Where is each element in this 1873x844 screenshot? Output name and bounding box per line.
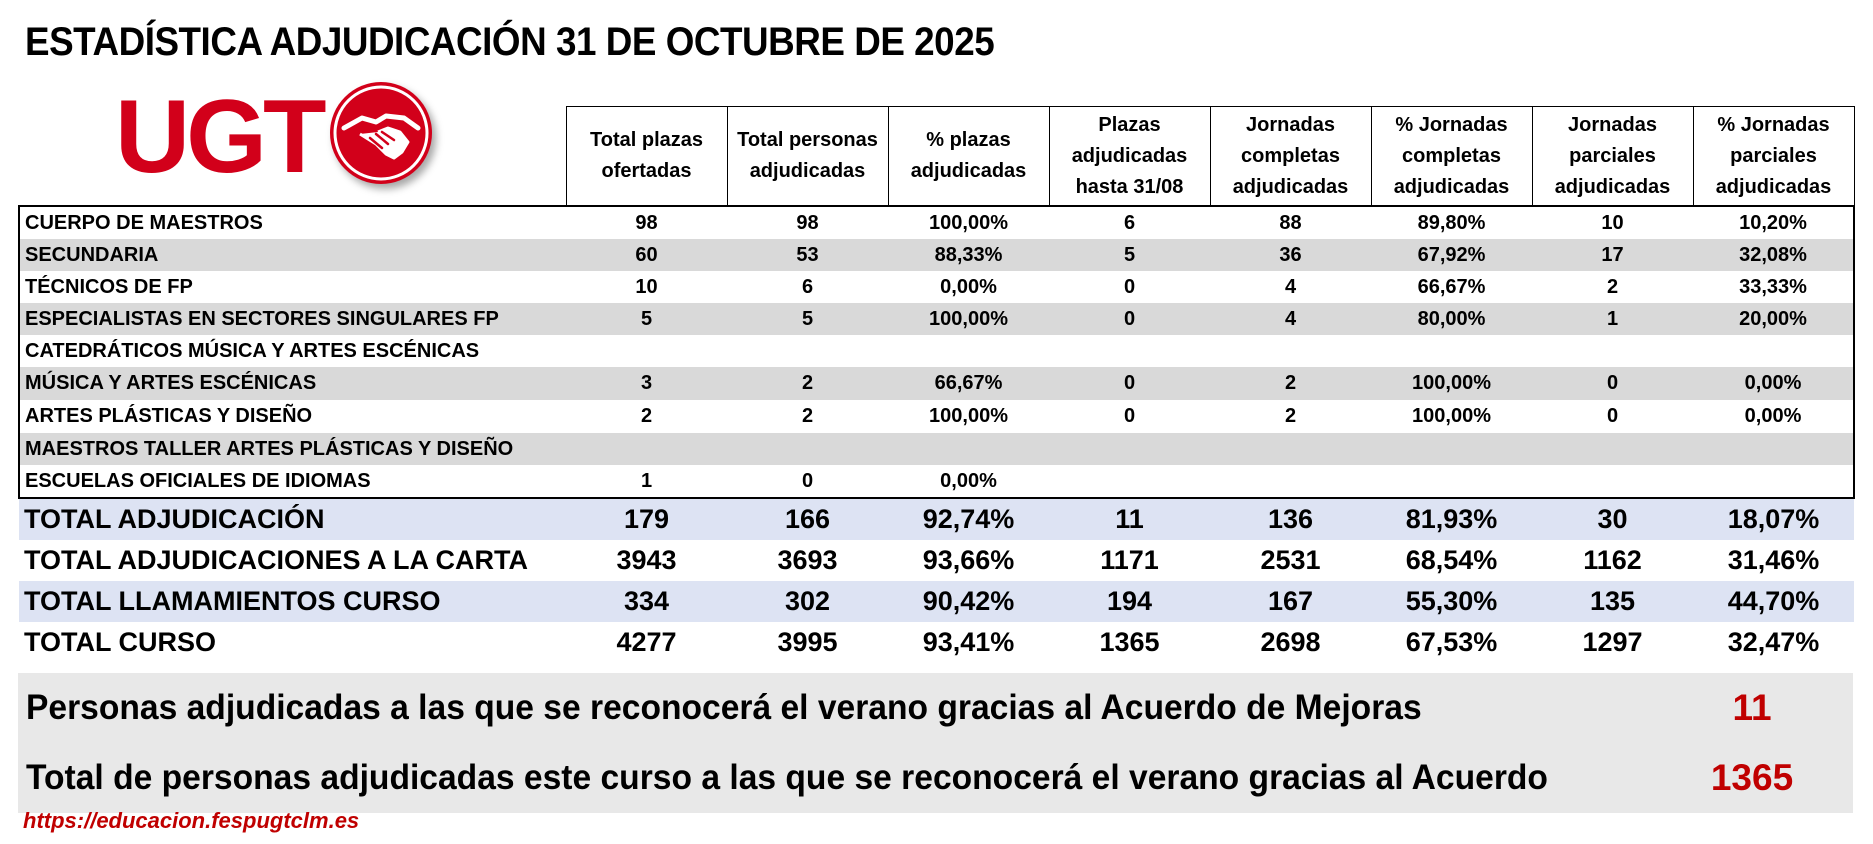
table-row: [19, 400, 1854, 433]
table-row: [19, 303, 1854, 335]
row-label: CUERPO DE MAESTROS: [19, 206, 566, 239]
table-cell: 31,46%: [1727, 545, 1820, 575]
table-cell: 1365: [1099, 627, 1160, 657]
table-cell: 1162: [1583, 545, 1642, 575]
column-header: % Jornadas parciales adjudicadas: [1693, 107, 1854, 207]
table-cell: [1532, 335, 1693, 367]
table-cell: [1371, 335, 1532, 367]
table-cell: [1532, 433, 1693, 465]
table-cell: 88: [1210, 206, 1371, 239]
table-cell: 1: [566, 465, 727, 498]
table-cell: 5: [1049, 239, 1210, 271]
table-cell: 167: [1210, 581, 1371, 622]
table-cell: 67,92%: [1371, 239, 1532, 271]
table-cell: 44,70%: [1693, 581, 1854, 622]
table-cell: [1049, 465, 1210, 498]
table-cell: 93,66%: [922, 545, 1015, 575]
stats-table: [18, 106, 1855, 663]
table-cell: 2531: [1260, 545, 1321, 575]
table-cell: [727, 335, 888, 367]
table-cell: [566, 335, 727, 367]
table-cell: 93,41%: [922, 627, 1015, 657]
summary-value: 1365: [1710, 757, 1794, 798]
table-cell: 36: [1210, 239, 1371, 271]
total-row: [19, 498, 1854, 540]
table-cell: 0: [1123, 405, 1136, 427]
table-cell: 81,93%: [1371, 498, 1532, 540]
row-label: SECUNDARIA: [19, 239, 566, 271]
table-cell: [888, 335, 1049, 367]
row-label: CATEDRÁTICOS MÚSICA Y ARTES ESCÉNICAS: [19, 335, 566, 367]
column-header: % plazas adjudicadas: [888, 107, 1049, 207]
page-title: ESTADÍSTICA ADJUDICACIÓN 31 DE OCTUBRE DE 2025: [25, 20, 995, 64]
source-url: https://educacion.fespugtclm.es: [23, 808, 360, 833]
column-header: Total plazas ofertadas: [566, 107, 727, 207]
table-cell: 302: [727, 581, 888, 622]
table-cell: 0: [1532, 367, 1693, 400]
row-label: MAESTROS TALLER ARTES PLÁSTICAS Y DISEÑO: [19, 433, 566, 465]
table-cell: 2: [727, 367, 888, 400]
table-cell: 100,00%: [888, 303, 1049, 335]
table-cell: 4: [1284, 275, 1297, 298]
table-cell: 4: [1210, 303, 1371, 335]
table-cell: 68,54%: [1405, 545, 1498, 575]
table-cell: [566, 433, 727, 465]
table-cell: 17: [1532, 239, 1693, 271]
table-cell: [1049, 433, 1210, 465]
table-cell: 3693: [777, 545, 838, 575]
table-cell: 66,67%: [1417, 275, 1486, 298]
table-row: [19, 206, 1854, 239]
table-cell: 5: [727, 303, 888, 335]
table-cell: [1532, 465, 1693, 498]
table-cell: 166: [727, 498, 888, 540]
table-cell: 0: [1123, 275, 1136, 298]
table-cell: 179: [566, 498, 727, 540]
row-label: TOTAL LLAMAMIENTOS CURSO: [19, 581, 566, 622]
row-label: ESCUELAS OFICIALES DE IDIOMAS: [19, 465, 566, 498]
table-cell: 194: [1049, 581, 1210, 622]
table-cell: 33,33%: [1693, 271, 1854, 303]
summary-text: Personas adjudicadas a las que se reconocerá el verano gracias al Acuerdo de Mejoras: [26, 688, 1422, 727]
table-cell: 100,00%: [888, 206, 1049, 239]
row-label: TOTAL ADJUDICACIONES A LA CARTA: [24, 545, 528, 575]
table-cell: 6: [1049, 206, 1210, 239]
table-cell: 100,00%: [1412, 405, 1491, 427]
summary-value: 11: [1732, 687, 1772, 728]
table-cell: 5: [566, 303, 727, 335]
table-cell: [1371, 465, 1532, 498]
column-header: Plazas adjudicadas hasta 31/08: [1049, 107, 1210, 207]
table-cell: 0,00%: [1693, 400, 1854, 433]
table-cell: 4277: [616, 627, 677, 657]
table-cell: 55,30%: [1371, 581, 1532, 622]
header-blank: [19, 107, 566, 207]
table-cell: [1210, 465, 1371, 498]
table-cell: 66,67%: [888, 367, 1049, 400]
table-cell: 0: [1606, 405, 1619, 427]
summary-row: [18, 673, 1853, 743]
total-row: [19, 581, 1854, 622]
column-header: Jornadas completas adjudicadas: [1210, 107, 1371, 207]
row-label: ESPECIALISTAS EN SECTORES SINGULARES FP: [19, 303, 566, 335]
summary-text: Total de personas adjudicadas este curso a las que se reconocerá el verano gracias al Acuerdo: [26, 758, 1548, 797]
table-cell: 2: [1606, 275, 1619, 298]
table-row: [19, 335, 1854, 367]
table-cell: 10,20%: [1693, 206, 1854, 239]
table-cell: 2: [640, 405, 653, 427]
table-cell: 136: [1210, 498, 1371, 540]
table-cell: 1: [1532, 303, 1693, 335]
table-cell: 3943: [616, 545, 677, 575]
table-cell: [1693, 465, 1854, 498]
row-label: TOTAL ADJUDICACIÓN: [19, 498, 566, 540]
table-cell: 0,00%: [1693, 367, 1854, 400]
table-cell: [1210, 335, 1371, 367]
table-cell: [1693, 433, 1854, 465]
table-cell: 1297: [1582, 627, 1643, 657]
column-header: % Jornadas completas adjudicadas: [1371, 107, 1532, 207]
table-cell: 98: [727, 206, 888, 239]
row-label: TOTAL CURSO: [24, 627, 217, 657]
table-cell: 92,74%: [888, 498, 1049, 540]
table-cell: 6: [801, 275, 814, 298]
table-row: [19, 239, 1854, 271]
table-cell: 1171: [1100, 545, 1159, 575]
table-cell: 0,00%: [940, 275, 997, 298]
summary-row: [18, 743, 1853, 813]
logo-text: UGT: [115, 79, 323, 195]
table-cell: 2698: [1260, 627, 1321, 657]
table-cell: [888, 433, 1049, 465]
column-header: Total personas adjudicadas: [727, 107, 888, 207]
table-cell: 0: [1049, 367, 1210, 400]
table-cell: 32,08%: [1693, 239, 1854, 271]
table-row: [19, 271, 1854, 303]
table-cell: 0: [727, 465, 888, 498]
row-label: TÉCNICOS DE FP: [19, 271, 566, 303]
table-cell: 0: [1049, 303, 1210, 335]
table-cell: [1693, 335, 1854, 367]
table-cell: 60: [566, 239, 727, 271]
table-row: [19, 433, 1854, 465]
table-cell: 11: [1049, 498, 1210, 540]
column-header: Jornadas parciales adjudicadas: [1532, 107, 1693, 207]
table-cell: [1371, 433, 1532, 465]
table-cell: 53: [727, 239, 888, 271]
table-cell: 334: [566, 581, 727, 622]
table-cell: 10: [1532, 206, 1693, 239]
table-cell: 135: [1532, 581, 1693, 622]
table-cell: 10: [635, 275, 658, 298]
table-cell: 18,07%: [1693, 498, 1854, 540]
table-cell: 100,00%: [929, 405, 1008, 427]
table-cell: 90,42%: [888, 581, 1049, 622]
table-cell: 3: [566, 367, 727, 400]
total-row: [19, 622, 1854, 663]
table-cell: 100,00%: [1371, 367, 1532, 400]
table-row: [19, 465, 1854, 498]
table-cell: 30: [1532, 498, 1693, 540]
table-cell: [727, 433, 888, 465]
table-cell: [1049, 335, 1210, 367]
table-cell: 89,80%: [1371, 206, 1532, 239]
table-cell: 2: [801, 405, 814, 427]
table-cell: 0,00%: [888, 465, 1049, 498]
row-label: MÚSICA Y ARTES ESCÉNICAS: [19, 367, 566, 400]
table-cell: 88,33%: [888, 239, 1049, 271]
table-row: [19, 367, 1854, 400]
table-cell: 67,53%: [1405, 627, 1498, 657]
header-row: [19, 107, 1854, 207]
table-cell: 2: [1210, 367, 1371, 400]
table-cell: 32,47%: [1727, 627, 1820, 657]
row-label: ARTES PLÁSTICAS Y DISEÑO: [19, 400, 566, 433]
table-cell: 98: [566, 206, 727, 239]
table-cell: 2: [1284, 405, 1297, 427]
table-cell: 3995: [777, 627, 838, 657]
table-cell: [1210, 433, 1371, 465]
table-cell: 20,00%: [1693, 303, 1854, 335]
table-cell: 80,00%: [1371, 303, 1532, 335]
total-row: [19, 540, 1854, 581]
